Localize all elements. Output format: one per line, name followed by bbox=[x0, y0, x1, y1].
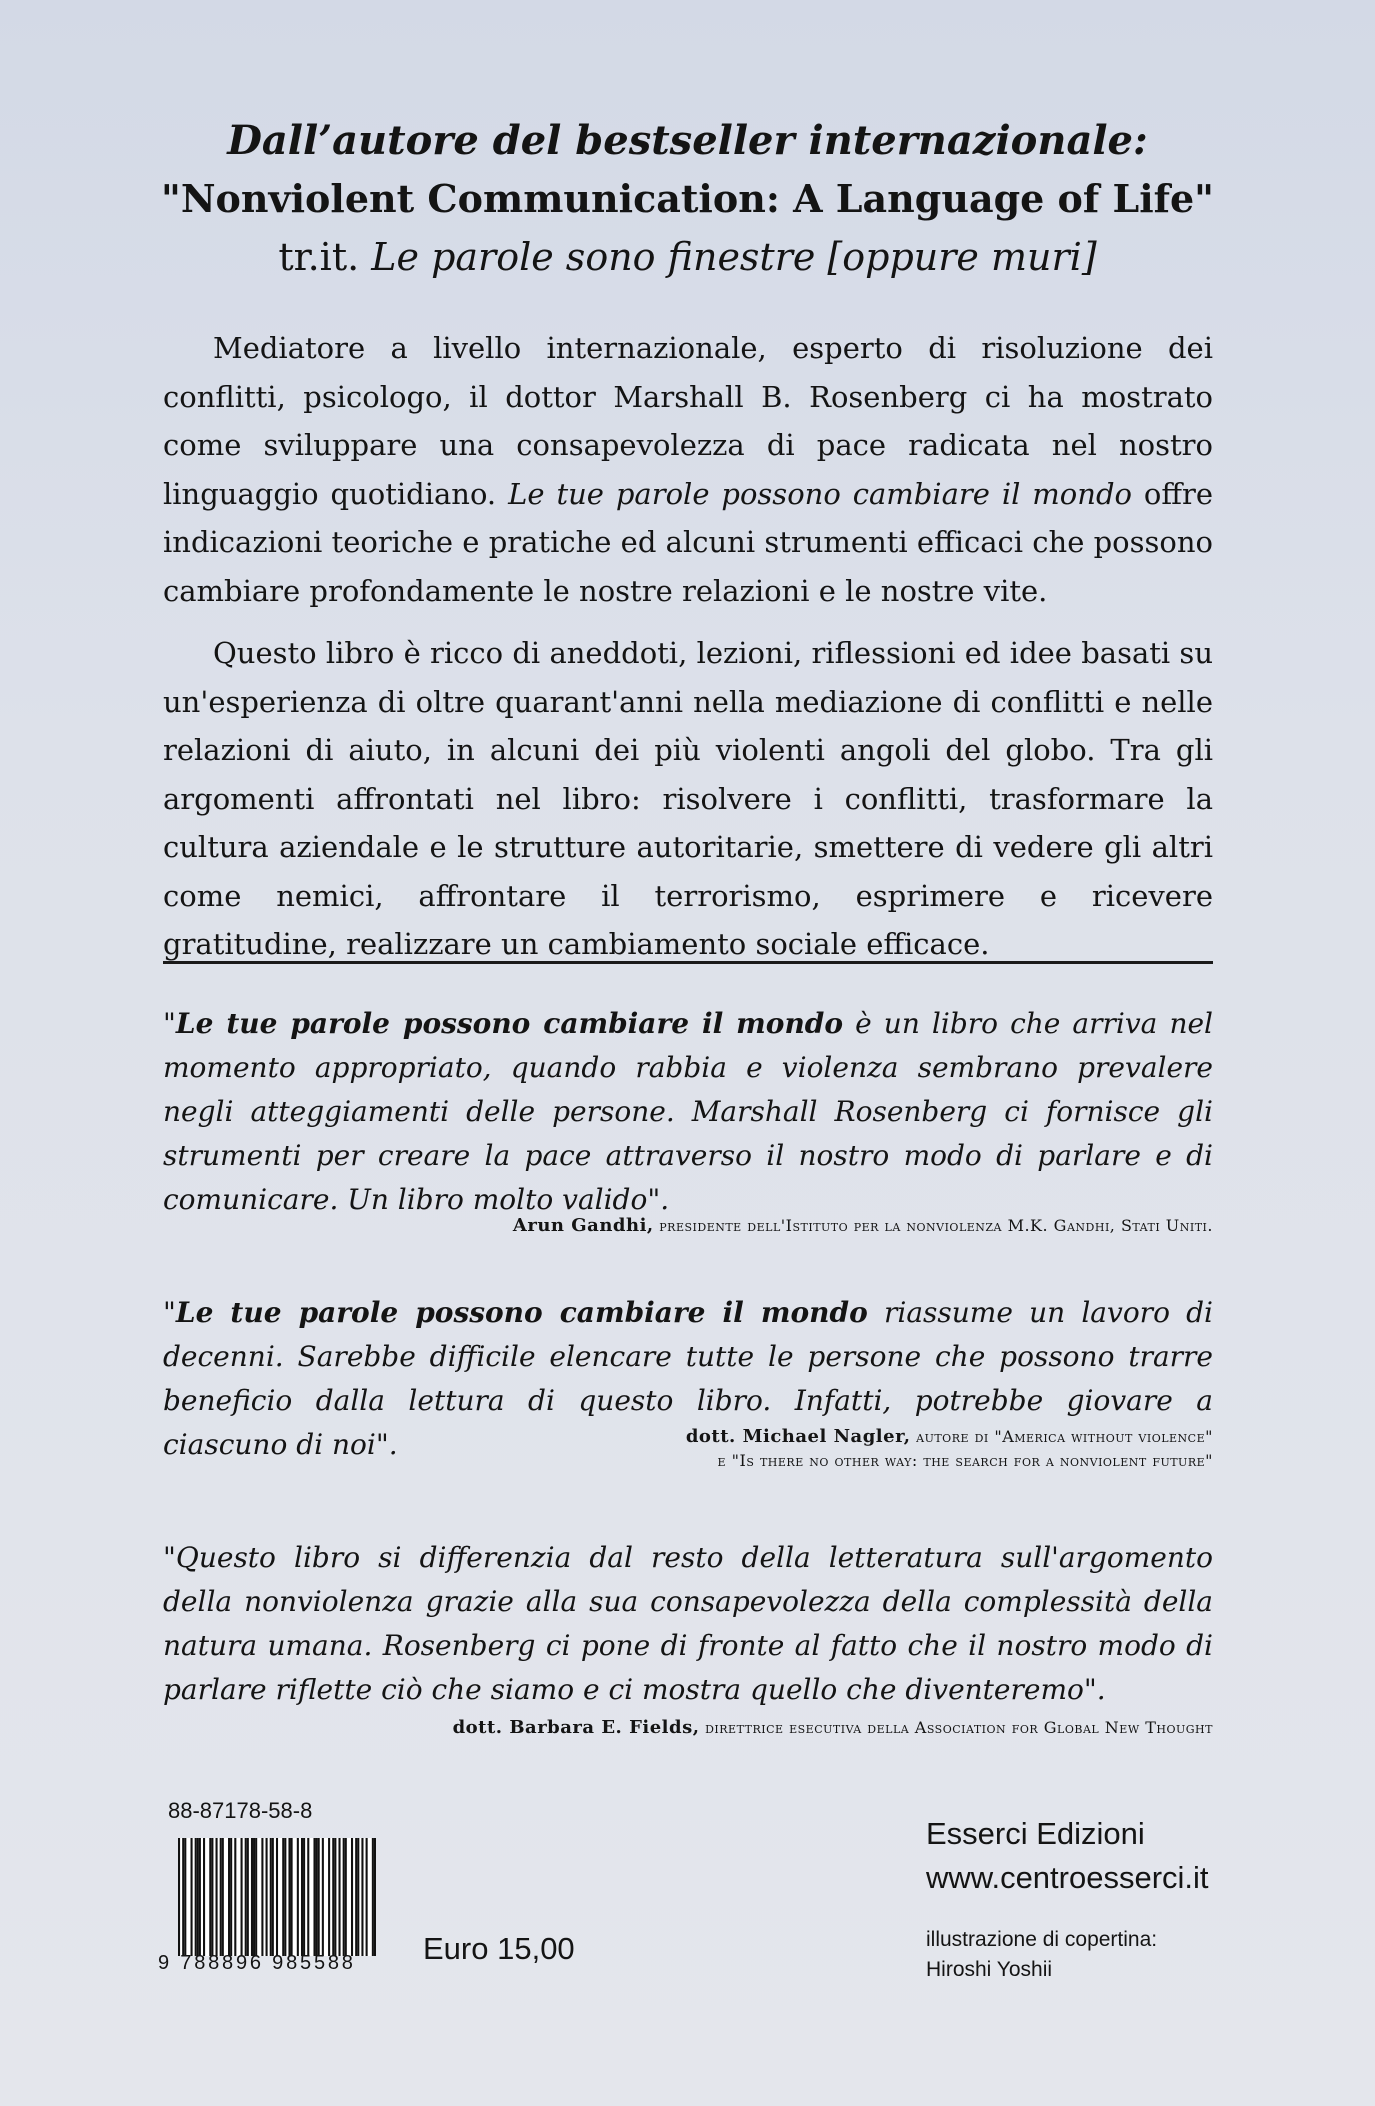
quote-1-title: Le tue parole possono cambiare il mondo bbox=[175, 1007, 844, 1040]
cover-credit bbox=[926, 1925, 1157, 1985]
intro-p1-text: Mediatore a livello internazionale, esperto di risoluzione dei conflitti, psicologo, il dottor Marshall B. Rosenberg ci ha mostrato come sviluppare una consapevolezza di pace radicata nel nostro linguaggio quotidiano. bbox=[163, 331, 1213, 511]
header-line-2: "Nonviolent Communication: A Language of Life" bbox=[161, 176, 1214, 221]
intro-book-title: Le tue parole possono cambiare il mondo bbox=[508, 476, 1132, 511]
quote-1-author: Arun Gandhi, bbox=[512, 1215, 654, 1236]
header-line-1: Dall’autore del bestseller internazionale: bbox=[227, 117, 1148, 164]
price: Euro 15,00 bbox=[423, 1931, 575, 1966]
intro-paragraph-2: Questo libro è ricco di aneddoti, lezioni, riflessioni ed idee basati su un'esperienza di oltre quarant'anni nella mediazione di conflitti e nelle relazioni di aiuto, in alcuni dei più violenti angoli del globo. Tra gli argomenti affrontati nel libro: risolvere i conflitti, trasformare la cultura aziendale e le strutture autoritarie, smettere di vedere gli altri come nemici, affrontare il terrorismo, esprimere e ricevere gratitudine, realizzare un cambiamento sociale efficace. bbox=[163, 636, 1213, 961]
quote-1-attribution bbox=[513, 1214, 1213, 1238]
quote-1-text: è un libro che arriva nel momento appropriato, quando rabbia e violenza sembrano prevalere negli atteggiamenti delle persone. Marshall Rosenberg ci fornisce gli strumenti per creare la pace attraverso il nostro modo di parlare e di comunicare. Un libro molto valido". bbox=[163, 1007, 1213, 1216]
quote-3-text: "Questo libro si differenzia dal resto della letteratura sull'argomento della nonviolenza grazie alla sua consapevolezza della complessità della natura umana. Rosenberg ci pone di fronte al fatto che il nostro modo di parlare riflette ciò che siamo e ci mostra quello che diventeremo". bbox=[163, 1541, 1213, 1706]
quote-2-author: dott. Michael Nagler, bbox=[685, 1426, 911, 1447]
header-line-3 bbox=[0, 228, 1375, 286]
quote-3-author: dott. Barbara E. Fields, bbox=[452, 1717, 700, 1738]
barcode-digits: 9 788896 985588 bbox=[158, 1952, 356, 1974]
header-translation-title: Le parole sono finestre [oppure muri] bbox=[371, 235, 1097, 279]
cover-credit-label: illustrazione di copertina: bbox=[926, 1928, 1158, 1951]
publisher-block bbox=[926, 1812, 1209, 1900]
quote-2-open: " bbox=[163, 1296, 176, 1329]
barcode bbox=[178, 1838, 376, 1956]
publisher-website: www.centroesserci.it bbox=[926, 1860, 1209, 1895]
quote-2-author-desc: autore di "America without violence" bbox=[916, 1427, 1213, 1446]
quote-3-author-desc: direttrice esecutiva della Association for Global New Thought bbox=[705, 1718, 1213, 1737]
isbn: 88-87178-58-8 bbox=[168, 1798, 313, 1823]
header-translation-prefix: tr.it. bbox=[278, 235, 360, 279]
intro-text bbox=[163, 324, 1213, 969]
intro-p1-rest: offre indicazioni teoriche e pratiche ed alcuni strumenti efficaci che possono cambiare profondamente le nostre relazioni e le nostre vite. bbox=[163, 476, 1213, 608]
quote-3-attribution bbox=[453, 1716, 1213, 1740]
quote-2-text: riassume un lavoro di decenni. Sarebbe difficile elencare tutte le persone che possono trarre beneficio dalla lettura di questo libro. Infatti, potrebbe giovare a ciascuno di noi". bbox=[163, 1296, 1213, 1461]
quote-3 bbox=[163, 1536, 1213, 1712]
header bbox=[0, 112, 1375, 286]
quote-1-open: " bbox=[163, 1007, 176, 1040]
cover-credit-name: Hiroshi Yoshii bbox=[926, 1958, 1053, 1981]
quote-2-title: Le tue parole possono cambiare il mondo bbox=[175, 1296, 868, 1329]
intro-paragraph-1 bbox=[163, 324, 1213, 615]
publisher-name: Esserci Edizioni bbox=[926, 1816, 1145, 1851]
quote-1-author-desc: presidente dell'Istituto per la nonviolenza M.K. Gandhi, Stati Uniti. bbox=[659, 1216, 1213, 1235]
divider bbox=[163, 961, 1213, 964]
quote-2-author-desc-2: e "Is there no other way: the search for a nonviolent future" bbox=[717, 1451, 1213, 1470]
quote-2-attribution bbox=[686, 1425, 1213, 1473]
quote-1 bbox=[163, 1002, 1213, 1222]
